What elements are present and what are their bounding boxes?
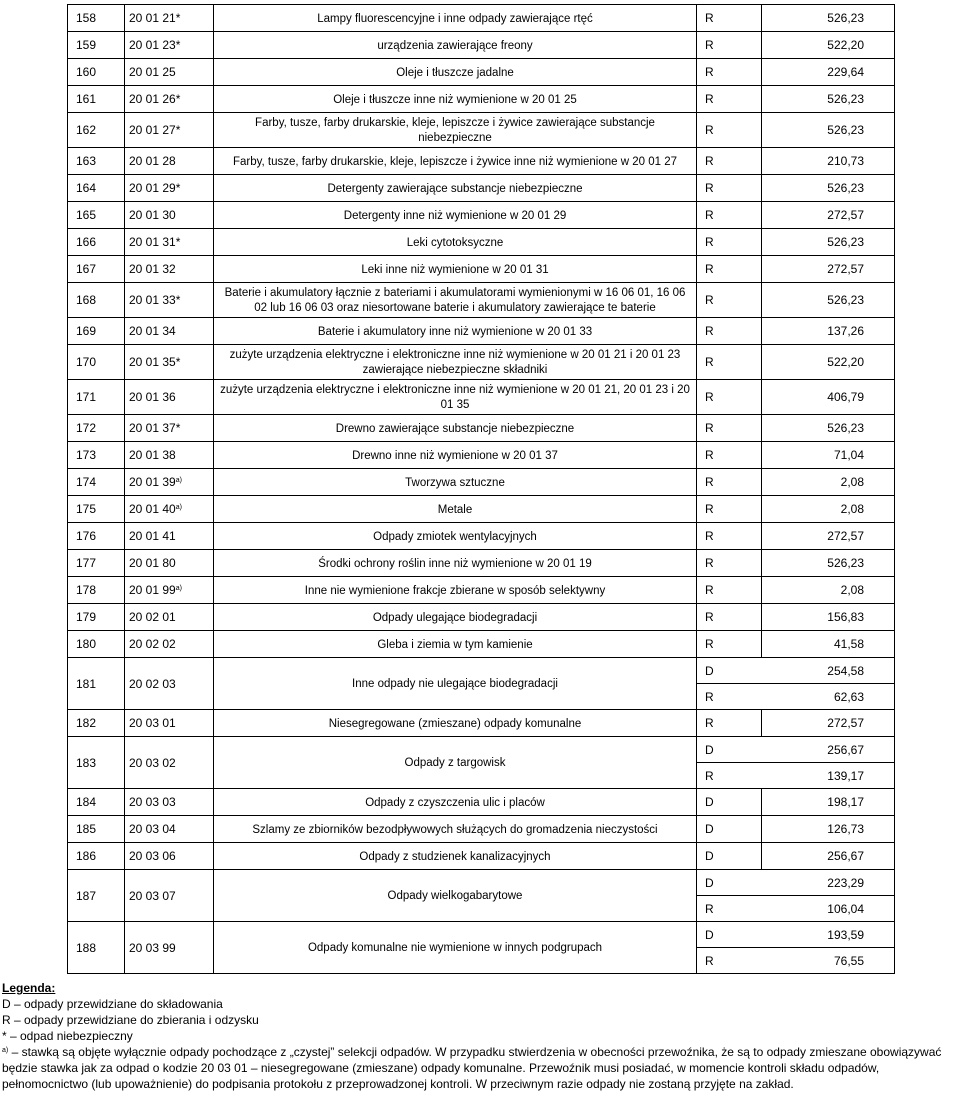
waste-code xyxy=(125,148,214,175)
footnote-marker: a) xyxy=(175,585,182,592)
table-row xyxy=(68,816,895,843)
waste-name xyxy=(214,5,697,32)
fee-value: 406,79 xyxy=(762,380,895,415)
table-row xyxy=(68,789,895,816)
table-row xyxy=(68,631,895,658)
waste-name-text: Baterie i akumulatory łącznie z bateriami i akumulatorami wymienionymi w 16 06 01, 16 06 02 lub 16 06 03 oraz niesortowane baterie i akumulatory zawierające te baterie xyxy=(224,287,686,314)
waste-name-text: Drewno zawierające substancje niebezpieczne xyxy=(335,422,575,435)
waste-name xyxy=(214,550,697,577)
disposal-entries xyxy=(697,658,895,710)
footnote-marker: a) xyxy=(175,504,182,511)
waste-name-text: Detergenty inne niż wymienione w 20 01 29 xyxy=(343,209,567,222)
waste-name xyxy=(214,710,697,737)
disposal-type: R xyxy=(697,318,762,345)
waste-code xyxy=(125,229,214,256)
legend-title: Legenda: xyxy=(2,981,56,995)
waste-code-text: 20 01 31* xyxy=(129,235,181,249)
row-number: 184 xyxy=(68,789,125,816)
table-row xyxy=(68,415,895,442)
row-number: 159 xyxy=(68,32,125,59)
legend-line-d: D – odpady przewidziane do składowania xyxy=(2,997,223,1011)
disposal-type: D xyxy=(697,843,762,870)
disposal-entry xyxy=(697,870,894,895)
waste-code xyxy=(125,843,214,870)
waste-code-text: 20 01 30 xyxy=(129,208,176,222)
waste-name-text: Odpady zmiotek wentylacyjnych xyxy=(373,530,537,543)
waste-code xyxy=(125,631,214,658)
waste-name-text: Odpady z czyszczenia ulic i placów xyxy=(365,796,545,809)
disposal-type: R xyxy=(705,901,714,916)
disposal-type: R xyxy=(697,59,762,86)
waste-name-text: Odpady z targowisk xyxy=(404,757,506,769)
row-number: 188 xyxy=(68,922,125,974)
fee-value: 256,67 xyxy=(827,742,864,757)
legend-line-r: R – odpady przewidziane do zbierania i odzysku xyxy=(2,1013,259,1027)
disposal-type: R xyxy=(697,577,762,604)
row-number: 181 xyxy=(68,658,125,710)
disposal-type: R xyxy=(705,953,714,968)
footnote-text: – stawką są objęte wyłącznie odpady pochodzące z „czystej” selekcji odpadów. W przypadku stwierdzenia w obecności przewoźnika, że są to odpady zmieszane obowiązywać będzie stawka jak za odpad o kodzie 20 03 01 – niesegregowane (zmieszane) odpady komunalne. Przewoźnik musi posiadać, w momencie kontroli składu odpadów, pełnomocnictwo (lub upoważnienie) do podpisania protokołu z przeprowadzonej kontroli. W przeciwnym razie odpady nie zostaną przyjęte na zakład. xyxy=(2,1045,942,1091)
row-number: 175 xyxy=(68,496,125,523)
row-number: 170 xyxy=(68,345,125,380)
fee-value: 522,20 xyxy=(762,345,895,380)
row-number: 183 xyxy=(68,737,125,789)
disposal-entry xyxy=(697,658,894,683)
fee-value: 223,29 xyxy=(827,875,864,890)
row-number: 186 xyxy=(68,843,125,870)
waste-code-text: 20 02 02 xyxy=(129,637,176,651)
waste-name xyxy=(214,496,697,523)
waste-name-text: Odpady wielkogabarytowe xyxy=(387,890,523,902)
disposal-type: R xyxy=(705,768,714,783)
waste-name xyxy=(214,59,697,86)
table-row xyxy=(68,737,895,789)
table-row xyxy=(68,922,895,974)
waste-name-text: Lampy fluorescencyjne i inne odpady zawierające rtęć xyxy=(317,12,593,25)
disposal-type: R xyxy=(697,380,762,415)
table-row xyxy=(68,604,895,631)
waste-name xyxy=(214,256,697,283)
disposal-type: R xyxy=(697,469,762,496)
disposal-type: D xyxy=(705,875,714,890)
fee-value: 272,57 xyxy=(762,256,895,283)
disposal-type: R xyxy=(697,256,762,283)
footnote-marker: a) xyxy=(175,477,182,484)
waste-code xyxy=(125,32,214,59)
table-row xyxy=(68,5,895,32)
table-row xyxy=(68,843,895,870)
waste-code xyxy=(125,469,214,496)
waste-code xyxy=(125,550,214,577)
fee-value: 526,23 xyxy=(762,415,895,442)
waste-code xyxy=(125,710,214,737)
waste-name-text: Inne nie wymienione frakcje zbierane w sposób selektywny xyxy=(304,584,606,597)
waste-code-text: 20 03 02 xyxy=(129,755,176,770)
table-row xyxy=(68,442,895,469)
fee-value: 137,26 xyxy=(762,318,895,345)
waste-name-text: Leki cytotoksyczne xyxy=(406,236,504,249)
disposal-type: R xyxy=(697,32,762,59)
row-number: 167 xyxy=(68,256,125,283)
row-number: 166 xyxy=(68,229,125,256)
waste-code-text: 20 02 03 xyxy=(129,676,176,691)
waste-name xyxy=(214,415,697,442)
waste-code xyxy=(125,415,214,442)
table-row xyxy=(68,658,895,710)
fee-value: 41,58 xyxy=(762,631,895,658)
waste-code-text: 20 03 06 xyxy=(129,849,176,863)
waste-fee-table-body xyxy=(68,5,895,974)
fee-value: 526,23 xyxy=(762,5,895,32)
disposal-type: R xyxy=(697,415,762,442)
waste-name-text: zużyte urządzenia elektryczne i elektroniczne inne niż wymienione w 20 01 21 i 20 01 23 zawierające niebezpieczne składniki xyxy=(229,349,681,376)
table-row xyxy=(68,496,895,523)
row-number: 169 xyxy=(68,318,125,345)
waste-code xyxy=(125,113,214,148)
waste-name xyxy=(214,442,697,469)
fee-value: 526,23 xyxy=(762,550,895,577)
waste-code-text: 20 01 29* xyxy=(129,181,181,195)
waste-name xyxy=(214,658,697,710)
waste-name xyxy=(214,922,697,974)
waste-code xyxy=(125,870,214,922)
waste-code xyxy=(125,922,214,974)
waste-name xyxy=(214,604,697,631)
waste-code xyxy=(125,86,214,113)
row-number: 161 xyxy=(68,86,125,113)
waste-code xyxy=(125,523,214,550)
fee-value: 526,23 xyxy=(762,283,895,318)
waste-name xyxy=(214,229,697,256)
waste-code-text: 20 01 23* xyxy=(129,38,181,52)
row-number: 158 xyxy=(68,5,125,32)
fee-value: 210,73 xyxy=(762,148,895,175)
waste-name xyxy=(214,577,697,604)
waste-name-text: Odpady komunalne nie wymienione w innych podgrupach xyxy=(307,942,603,954)
waste-fee-table xyxy=(67,4,895,974)
row-number: 168 xyxy=(68,283,125,318)
waste-code-text: 20 01 27* xyxy=(129,123,181,137)
row-number: 187 xyxy=(68,870,125,922)
table-row xyxy=(68,318,895,345)
row-number: 179 xyxy=(68,604,125,631)
table-row xyxy=(68,283,895,318)
waste-name-text: Oleje i tłuszcze jadalne xyxy=(396,66,514,79)
waste-code-text: 20 01 21* xyxy=(129,11,181,25)
waste-code-text: 20 03 99 xyxy=(129,940,176,955)
waste-name-text: urządzenia zawierające freony xyxy=(377,39,533,52)
table-row xyxy=(68,380,895,415)
waste-name xyxy=(214,843,697,870)
fee-value: 76,55 xyxy=(833,953,864,968)
waste-name-text: Leki inne niż wymienione w 20 01 31 xyxy=(361,263,549,276)
waste-name-text: Odpady ulegające biodegradacji xyxy=(372,611,538,624)
waste-name xyxy=(214,202,697,229)
waste-name-text: Metale xyxy=(437,503,473,516)
waste-name xyxy=(214,469,697,496)
fee-value: 198,17 xyxy=(762,789,895,816)
row-number: 174 xyxy=(68,469,125,496)
disposal-type: R xyxy=(705,689,714,704)
fee-value: 526,23 xyxy=(762,229,895,256)
fee-value: 126,73 xyxy=(762,816,895,843)
waste-name-text: Drewno inne niż wymienione w 20 01 37 xyxy=(352,449,558,462)
disposal-type: R xyxy=(697,442,762,469)
waste-code xyxy=(125,318,214,345)
row-number: 177 xyxy=(68,550,125,577)
table-row xyxy=(68,148,895,175)
waste-name xyxy=(214,32,697,59)
fee-value: 522,20 xyxy=(762,32,895,59)
table-row xyxy=(68,345,895,380)
waste-name-text: Środki ochrony roślin inne niż wymienione w 20 01 19 xyxy=(318,557,592,570)
waste-name-text: Oleje i tłuszcze inne niż wymienione w 20 01 25 xyxy=(333,93,577,106)
disposal-entry xyxy=(697,922,894,947)
waste-name xyxy=(214,86,697,113)
waste-name xyxy=(214,870,697,922)
footnote-marker: a) xyxy=(2,1047,9,1054)
waste-name-text: Detergenty zawierające substancje niebezpieczne xyxy=(327,182,583,195)
fee-value: 71,04 xyxy=(762,442,895,469)
waste-code xyxy=(125,345,214,380)
waste-code-text: 20 03 04 xyxy=(129,822,176,836)
waste-name-text: Szlamy ze zbiorników bezodpływowych służących do gromadzenia nieczystości xyxy=(252,823,658,836)
table-row xyxy=(68,86,895,113)
waste-name xyxy=(214,318,697,345)
legend xyxy=(2,980,958,1092)
disposal-entry xyxy=(697,947,894,973)
fee-value: 256,67 xyxy=(762,843,895,870)
fee-value: 229,64 xyxy=(762,59,895,86)
table-row xyxy=(68,550,895,577)
waste-name-text: Farby, tusze, farby drukarskie, kleje, lepiszcze i żywice zawierające substancje niebezpieczne xyxy=(255,117,655,144)
waste-code xyxy=(125,737,214,789)
fee-value: 254,58 xyxy=(827,663,864,678)
waste-code xyxy=(125,577,214,604)
waste-name xyxy=(214,380,697,415)
waste-name-text: Inne odpady nie ulegające biodegradacji xyxy=(352,678,558,690)
fee-value: 526,23 xyxy=(762,86,895,113)
waste-name-text: Gleba i ziemia w tym kamienie xyxy=(377,638,533,651)
waste-code-text: 20 03 03 xyxy=(129,795,176,809)
disposal-type: D xyxy=(697,789,762,816)
table-row xyxy=(68,32,895,59)
row-number: 180 xyxy=(68,631,125,658)
disposal-entry xyxy=(697,762,894,788)
disposal-entries xyxy=(697,737,895,789)
table-row xyxy=(68,113,895,148)
waste-code-text: 20 02 01 xyxy=(129,610,176,624)
disposal-type: R xyxy=(697,229,762,256)
waste-name-text: Farby, tusze, farby drukarskie, kleje, lepiszcze i żywice inne niż wymienione w 20 01 27 xyxy=(232,155,677,168)
waste-code xyxy=(125,175,214,202)
disposal-type: D xyxy=(705,927,714,942)
disposal-type: D xyxy=(705,742,714,757)
row-number: 185 xyxy=(68,816,125,843)
disposal-entries xyxy=(697,870,895,922)
waste-code xyxy=(125,496,214,523)
fee-value: 526,23 xyxy=(762,175,895,202)
legend-footnote xyxy=(2,1044,958,1092)
waste-code-text: 20 01 38 xyxy=(129,448,176,462)
waste-code xyxy=(125,816,214,843)
waste-code-text: 20 01 33* xyxy=(129,293,181,307)
waste-name-text: Tworzywa sztuczne xyxy=(405,476,505,489)
row-number: 165 xyxy=(68,202,125,229)
waste-name-text: zużyte urządzenia elektryczne i elektroniczne inne niż wymienione w 20 01 21, 20 01 23 i 20 01 35 xyxy=(220,384,690,411)
table-row xyxy=(68,59,895,86)
disposal-entry xyxy=(697,737,894,762)
disposal-entries xyxy=(697,922,895,974)
waste-code-text: 20 01 35* xyxy=(129,355,181,369)
table-row xyxy=(68,202,895,229)
waste-code-text: 20 01 28 xyxy=(129,154,176,168)
waste-code-text: 20 01 40 xyxy=(129,502,176,516)
fee-value: 106,04 xyxy=(827,901,864,916)
table-row xyxy=(68,229,895,256)
disposal-type: R xyxy=(697,202,762,229)
table-row xyxy=(68,870,895,922)
disposal-entry xyxy=(697,895,894,921)
disposal-type: R xyxy=(697,113,762,148)
fee-value: 272,57 xyxy=(762,710,895,737)
disposal-type: R xyxy=(697,523,762,550)
waste-code xyxy=(125,442,214,469)
waste-name xyxy=(214,345,697,380)
disposal-type: D xyxy=(697,816,762,843)
table-row xyxy=(68,523,895,550)
waste-code-text: 20 01 32 xyxy=(129,262,176,276)
legend-line-hazardous: * – odpad niebezpieczny xyxy=(2,1029,133,1043)
fee-value: 526,23 xyxy=(762,113,895,148)
row-number: 176 xyxy=(68,523,125,550)
waste-code xyxy=(125,256,214,283)
disposal-entry xyxy=(697,683,894,709)
waste-code xyxy=(125,5,214,32)
disposal-type: R xyxy=(697,148,762,175)
waste-name xyxy=(214,148,697,175)
waste-name xyxy=(214,789,697,816)
disposal-type: R xyxy=(697,710,762,737)
waste-name xyxy=(214,631,697,658)
fee-value: 156,83 xyxy=(762,604,895,631)
waste-code xyxy=(125,283,214,318)
waste-code xyxy=(125,789,214,816)
waste-name xyxy=(214,283,697,318)
fee-value: 272,57 xyxy=(762,202,895,229)
table-row xyxy=(68,175,895,202)
waste-name xyxy=(214,175,697,202)
disposal-type: R xyxy=(697,550,762,577)
waste-code xyxy=(125,202,214,229)
disposal-type: R xyxy=(697,5,762,32)
waste-code-text: 20 01 39 xyxy=(129,475,176,489)
disposal-type: R xyxy=(697,496,762,523)
fee-value: 2,08 xyxy=(762,577,895,604)
disposal-type: R xyxy=(697,345,762,380)
waste-name xyxy=(214,523,697,550)
table-row xyxy=(68,577,895,604)
row-number: 173 xyxy=(68,442,125,469)
waste-name-text: Odpady z studzienek kanalizacyjnych xyxy=(359,850,551,863)
fee-value: 139,17 xyxy=(827,768,864,783)
fee-value: 272,57 xyxy=(762,523,895,550)
row-number: 182 xyxy=(68,710,125,737)
waste-code-text: 20 03 07 xyxy=(129,888,176,903)
waste-code-text: 20 01 41 xyxy=(129,529,176,543)
fee-value: 2,08 xyxy=(762,469,895,496)
waste-code-text: 20 01 26* xyxy=(129,92,181,106)
row-number: 171 xyxy=(68,380,125,415)
row-number: 172 xyxy=(68,415,125,442)
row-number: 163 xyxy=(68,148,125,175)
waste-code xyxy=(125,59,214,86)
fee-value: 2,08 xyxy=(762,496,895,523)
row-number: 162 xyxy=(68,113,125,148)
waste-name xyxy=(214,113,697,148)
waste-code-text: 20 01 99 xyxy=(129,583,176,597)
disposal-type: R xyxy=(697,631,762,658)
waste-code-text: 20 01 36 xyxy=(129,390,176,404)
fee-value: 193,59 xyxy=(827,927,864,942)
disposal-type: R xyxy=(697,175,762,202)
disposal-type: R xyxy=(697,604,762,631)
row-number: 160 xyxy=(68,59,125,86)
waste-code xyxy=(125,380,214,415)
waste-name xyxy=(214,737,697,789)
waste-name-text: Baterie i akumulatory inne niż wymienione w 20 01 33 xyxy=(317,325,593,338)
waste-code xyxy=(125,604,214,631)
table-row xyxy=(68,469,895,496)
waste-code-text: 20 01 25 xyxy=(129,65,176,79)
fee-value: 62,63 xyxy=(833,689,864,704)
waste-code xyxy=(125,658,214,710)
table-row xyxy=(68,256,895,283)
waste-code-text: 20 01 80 xyxy=(129,556,176,570)
table-row xyxy=(68,710,895,737)
disposal-type: R xyxy=(697,86,762,113)
disposal-type: R xyxy=(697,283,762,318)
waste-code-text: 20 01 34 xyxy=(129,324,176,338)
waste-code-text: 20 03 01 xyxy=(129,716,176,730)
disposal-type: D xyxy=(705,663,714,678)
row-number: 164 xyxy=(68,175,125,202)
row-number: 178 xyxy=(68,577,125,604)
waste-name-text: Niesegregowane (zmieszane) odpady komunalne xyxy=(328,717,582,730)
waste-name xyxy=(214,816,697,843)
waste-code-text: 20 01 37* xyxy=(129,421,181,435)
